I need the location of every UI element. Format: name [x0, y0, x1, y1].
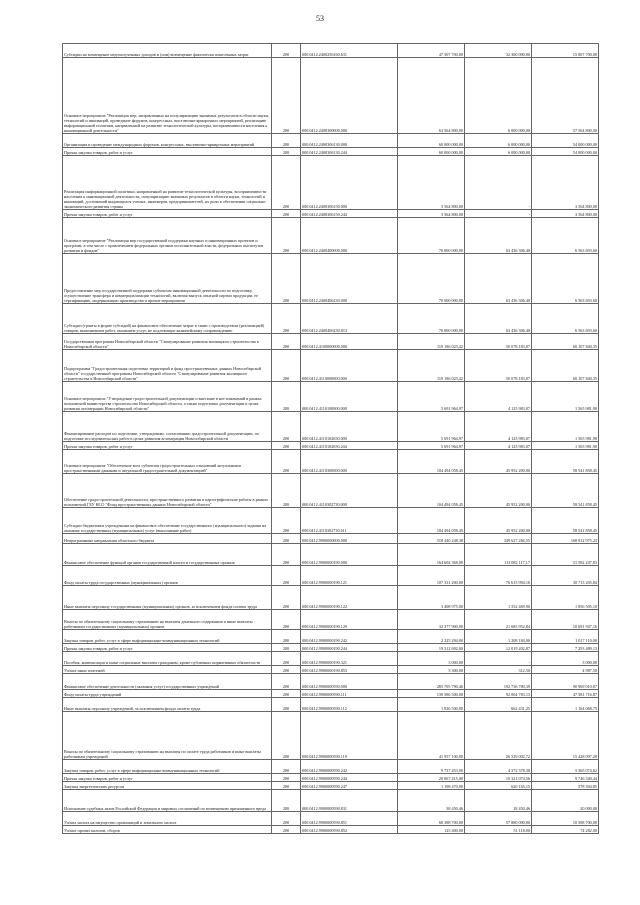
row-unexecuted-amount: 1 565 981,90 [532, 412, 599, 442]
row-line-code: 200 [272, 566, 301, 586]
row-budget-code: 000.0412.2400306130.000 [301, 134, 398, 148]
row-unexecuted-amount: 54 000 000,00 [532, 148, 599, 156]
row-name: Уплата налога на имущество организаций и земельного налога [63, 812, 272, 826]
row-name: Субсидии бюджетным учреждениям на финансовое обеспечение государственного (муниципального) задания на оказание государственных (муниципальных) услуг (выполнение работ) [63, 508, 272, 534]
table-row [63, 826, 599, 834]
row-budget-code: 000.0412.4110300000.000 [301, 450, 398, 474]
row-unexecuted-amount: 1 565 981,90 [532, 442, 599, 450]
row-line-code: 200 [272, 644, 301, 652]
row-name: Обеспечение градостроительной деятельности, пространственного развития и картографические работы в рамках полномочий ГБУ НСО "Фонд пространственных данных Новосибирской области" [63, 474, 272, 508]
row-line-code: 200 [272, 782, 301, 790]
row-unexecuted-amount: 60 107 840,35 [532, 350, 599, 382]
row-name: Уплата иных платежей [63, 666, 272, 674]
row-unexecuted-amount: 54 000 000,00 [532, 134, 599, 148]
row-line-code: 200 [272, 812, 301, 826]
row-approved-amount: 41 957 100,00 [398, 712, 465, 760]
row-approved-amount: 5 691 964,97 [398, 412, 465, 442]
row-unexecuted-amount: 7 293 489,13 [532, 644, 599, 652]
row-budget-code: 000.0412.9900000590.244 [301, 774, 398, 782]
row-approved-amount: 47 307 700,00 [398, 44, 465, 58]
row-approved-amount: 5 691 964,97 [398, 382, 465, 412]
row-executed-amount: 6 000 000,00 [465, 148, 532, 156]
row-line-code: 200 [272, 350, 301, 382]
row-approved-amount: 107 331 200,00 [398, 566, 465, 586]
row-executed-amount: 349 627 266,55 [465, 534, 532, 544]
row-approved-amount: 104 494 058,45 [398, 474, 465, 508]
row-budget-code: 000.0412.4110302730.000 [301, 474, 398, 508]
row-name: Иные выплаты персоналу государственных (муниципальных) органов, за исключением фонда оплаты труда [63, 586, 272, 610]
row-line-code: 200 [272, 254, 301, 304]
row-name: Финансовое обеспечение деятельности (оказания услуг) государственных учреждений [63, 674, 272, 690]
table-row [63, 812, 599, 826]
row-budget-code: 000.0412.4110100000.000 [301, 382, 398, 412]
table-row [63, 412, 599, 442]
row-executed-amount: 1 552 469,90 [465, 586, 532, 610]
row-executed-amount: 113 082 117,17 [465, 544, 532, 566]
row-unexecuted-amount: 15 428 097,28 [532, 712, 599, 760]
row-budget-code: 000.0412.4110000000.000 [301, 350, 398, 382]
table-row [63, 760, 599, 774]
row-name: Основное мероприятие "Реализация мер, направленных на популяризацию значимых результатов в области науки, технологий и инноваций, проведение форумов, конгрессных, выставочно-ярмарочных мероприятий, реализацию информационной политики, направленной на развитие технологической культуры, восприимчивости населения к инновационной деятельности" [63, 58, 272, 134]
row-budget-code: 000.0412.9900000590.119 [301, 712, 398, 760]
row-name: Государственная программа Новосибирской области "Стимулирование развития жилищного строительства в Новосибирской области" [63, 334, 272, 350]
row-name: Прочая закупка товаров, работ и услуг [63, 442, 272, 450]
table-row [63, 666, 599, 674]
row-approved-amount: 19 312 692,00 [398, 644, 465, 652]
table-row [63, 58, 599, 134]
row-unexecuted-amount: 90 969 010,07 [532, 674, 599, 690]
row-budget-code: 000.0412.9900000000.000 [301, 534, 398, 544]
row-budget-code: 000.0412.9900000190.321 [301, 652, 398, 666]
row-approved-amount: 60 000 000,00 [398, 134, 465, 148]
row-budget-code: 000.0412.9900000590.000 [301, 674, 398, 690]
row-executed-amount: 63 436 306,40 [465, 304, 532, 334]
row-executed-amount: 1 208 184,00 [465, 630, 532, 644]
row-approved-amount: 70 000 000,00 [398, 304, 465, 334]
row-name: Субсидии (гранты в форме субсидий) на финансовое обеспечение затрат в связи с производством (реализацией) товаров, выполнением работ, оказанием услуг, не подлежащие казначейскому сопровождению [63, 304, 272, 334]
row-unexecuted-amount: 30 715 205,84 [532, 566, 599, 586]
page-number: 53 [316, 14, 324, 23]
row-budget-code: 000.0412.2400300000.000 [301, 58, 398, 134]
row-executed-amount: 45 952 200,00 [465, 508, 532, 534]
row-name: Основное мероприятие "Утверждение градостроительной документации и внесение в нее изменений в рамках полномочий министерства строительства Новосибирской области, а также подготовка документации в целях развития агломерации Новосибирской области" [63, 382, 272, 412]
row-executed-amount: 312,50 [465, 666, 532, 674]
row-unexecuted-amount: 1 164 068,75 [532, 698, 599, 712]
row-executed-amount: - [465, 652, 532, 666]
table-row [63, 148, 599, 156]
row-executed-amount: 45 952 200,00 [465, 450, 532, 474]
row-unexecuted-amount: 168 812 975,23 [532, 534, 599, 544]
row-approved-amount: 2 225 294,00 [398, 630, 465, 644]
row-line-code: 200 [272, 652, 301, 666]
row-line-code: 200 [272, 790, 301, 812]
row-budget-code: 000.0412.2400406230.000 [301, 254, 398, 304]
row-name: Непрограммные направления областного бюджета [63, 534, 272, 544]
table-row [63, 508, 599, 534]
table-row [63, 644, 599, 652]
row-name: Уплата прочих налогов, сборов [63, 826, 272, 834]
table-row [63, 712, 599, 760]
row-name: Прочая закупка товаров, работ и услуг [63, 210, 272, 218]
row-line-code: 200 [272, 210, 301, 218]
row-name: Прочая закупка товаров, работ и услуг [63, 148, 272, 156]
row-name: Субсидии на возмещение недополученных доходов и (или) возмещение фактически понесенных затрат [63, 44, 272, 58]
row-budget-code: 000.0412.9900000190.242 [301, 630, 398, 644]
row-budget-code: 000.0412.4110302730.611 [301, 508, 398, 534]
row-unexecuted-amount: 3 564 800,00 [532, 156, 599, 210]
row-line-code: 200 [272, 442, 301, 450]
row-executed-amount: 50 078 183,07 [465, 334, 532, 350]
row-budget-code: 000.0412.9900000190.122 [301, 586, 398, 610]
table-row [63, 156, 599, 210]
row-budget-code: 000.0412.9900000590.852 [301, 826, 398, 834]
row-executed-amount: 92 004 783,13 [465, 690, 532, 698]
row-unexecuted-amount: 1 856 505,10 [532, 586, 599, 610]
row-approved-amount: 518 440 248,38 [398, 534, 465, 544]
row-executed-amount: 50 078 183,07 [465, 350, 532, 382]
row-unexecuted-amount: 57 564 800,00 [532, 58, 599, 134]
row-unexecuted-amount: 15 007 700,00 [532, 44, 599, 58]
table-row [63, 586, 599, 610]
row-approved-amount: 20 067 415,00 [398, 774, 465, 782]
row-executed-amount: 6 000 000,00 [465, 58, 532, 134]
row-line-code: 200 [272, 610, 301, 630]
row-executed-amount: - [465, 156, 532, 210]
row-executed-amount: 192 736 780,39 [465, 674, 532, 690]
table-row [63, 44, 599, 58]
row-executed-amount: 10 321 074,56 [465, 774, 532, 782]
table-row [63, 774, 599, 782]
row-unexecuted-amount: 6 563 693,60 [532, 304, 599, 334]
table-row [63, 690, 599, 698]
row-name: Закупка товаров, работ, услуг в сфере информационно-коммуникационных технологий [63, 760, 272, 774]
row-unexecuted-amount: 3 000,00 [532, 652, 599, 666]
table-row [63, 790, 599, 812]
row-line-code: 200 [272, 698, 301, 712]
row-approved-amount: 1 198 470,00 [398, 782, 465, 790]
table-row [63, 134, 599, 148]
row-budget-code: 000.0412.9900000590.112 [301, 698, 398, 712]
row-approved-amount: 139 586 500,00 [398, 690, 465, 698]
table-row [63, 698, 599, 712]
row-unexecuted-amount: 60 107 840,35 [532, 334, 599, 350]
row-approved-amount: 125 400,00 [398, 826, 465, 834]
row-name: Взносы по обязательному социальному страхованию на выплаты по оплате труда работников и иные выплаты работникам учреждений [63, 712, 272, 760]
row-line-code: 200 [272, 544, 301, 566]
row-budget-code: 000.0412.9900000590.111 [301, 690, 398, 698]
row-unexecuted-amount: 578 304,85 [532, 782, 599, 790]
row-name: Прочая закупка товаров, работ и услуг [63, 774, 272, 782]
row-unexecuted-amount: 6 563 693,60 [532, 254, 599, 304]
row-line-code: 200 [272, 412, 301, 442]
row-budget-code: 000.0412.2400400000.000 [301, 218, 398, 254]
table-row [63, 304, 599, 334]
row-name: Иные выплаты персоналу учреждений, за исключением фонда оплаты труда [63, 698, 272, 712]
row-budget-code: 000.0412.4110102650.000 [301, 412, 398, 442]
table-row [63, 630, 599, 644]
row-executed-amount: 4 125 983,07 [465, 382, 532, 412]
row-line-code: 200 [272, 148, 301, 156]
row-line-code: 200 [272, 474, 301, 508]
row-budget-code: 000.0412.9900000590.242 [301, 760, 398, 774]
row-budget-code: 000.0412.9900000590.247 [301, 782, 398, 790]
row-budget-code: 000.0412.2400406230.813 [301, 304, 398, 334]
table-row [63, 474, 599, 508]
row-unexecuted-amount: 3 564 800,00 [532, 210, 599, 218]
row-unexecuted-amount: 58 541 858,45 [532, 508, 599, 534]
row-budget-code: 000.0412.2400306150.000 [301, 156, 398, 210]
row-executed-amount: 26 529 002,72 [465, 712, 532, 760]
row-name: Закупка товаров, работ, услуг в сфере информационно-коммуникационных технологий [63, 630, 272, 644]
row-name: Исполнение судебных актов Российской Федерации и мировых соглашений по возмещению причиненного вреда [63, 790, 272, 812]
row-name: Пособия, компенсации и иные социальные выплаты гражданам, кроме публичных нормативных обязательств [63, 652, 272, 666]
row-line-code: 200 [272, 44, 301, 58]
row-name: Реализация информационной политики, направленной на развитие технологической культуры, восприимчивости населения к инновационной деятельности, популяризацию значимых результатов в области науки, технологий и инноваций, достижений выдающихся ученых, инженеров, предпринимателей, их роли в обеспечении социально-экономического развития страны [63, 156, 272, 210]
row-line-code: 200 [272, 690, 301, 698]
row-line-code: 200 [272, 334, 301, 350]
row-unexecuted-amount: 1 565 981,90 [532, 382, 599, 412]
table-row [63, 610, 599, 630]
row-line-code: 200 [272, 666, 301, 674]
row-unexecuted-amount: 20 000,00 [532, 790, 599, 812]
row-unexecuted-amount: 10 691 947,16 [532, 610, 599, 630]
row-line-code: 200 [272, 218, 301, 254]
row-executed-amount: - [465, 210, 532, 218]
row-budget-code: 000.0412.2400256160.631 [301, 44, 398, 58]
row-name: Основное мероприятие "Обеспечение всех субъектов градостроительных отношений актуальными пространственными данными и актуальной градостроительной документацией" [63, 450, 272, 474]
row-line-code: 200 [272, 630, 301, 644]
row-name: Прочая закупка товаров, работ и услуг [63, 644, 272, 652]
row-name: Взносы по обязательному социальному страхованию на выплаты денежного содержания и иные выплаты работникам государственных (муниципальных) органов [63, 610, 272, 630]
row-approved-amount: 63 564 800,00 [398, 58, 465, 134]
table-row [63, 350, 599, 382]
row-approved-amount: 283 705 790,46 [398, 674, 465, 690]
row-executed-amount: 620 165,15 [465, 782, 532, 790]
row-approved-amount: 3 564 800,00 [398, 156, 465, 210]
row-approved-amount: 3 000,00 [398, 652, 465, 666]
row-approved-amount: 68 388 700,00 [398, 812, 465, 826]
row-approved-amount: 104 494 058,45 [398, 450, 465, 474]
table-row [63, 382, 599, 412]
row-line-code: 200 [272, 134, 301, 148]
row-approved-amount: 104 494 058,45 [398, 508, 465, 534]
row-approved-amount: 3 408 975,00 [398, 586, 465, 610]
row-line-code: 200 [272, 674, 301, 690]
table-row [63, 254, 599, 304]
row-name: Предоставление мер государственной поддержки субъектам инновационной деятельности по подготовку, осуществление трансфера и коммерциализации технологий, включая выпуск опытной партии продукции, ее сертификацию, модернизацию производства и прочие мероприятия [63, 254, 272, 304]
row-executed-amount: 63 436 306,40 [465, 254, 532, 304]
row-name: Фонд оплаты труда учреждений [63, 690, 272, 698]
row-executed-amount: 57 880 000,00 [465, 812, 532, 826]
row-line-code: 200 [272, 712, 301, 760]
row-approved-amount: 70 000 000,00 [398, 218, 465, 254]
row-line-code: 200 [272, 760, 301, 774]
row-unexecuted-amount: 47 581 716,87 [532, 690, 599, 698]
row-budget-code: 000.0412.2400306130.244 [301, 148, 398, 156]
row-unexecuted-amount: 58 541 858,45 [532, 450, 599, 474]
row-executed-amount: 32 300 000,00 [465, 44, 532, 58]
row-unexecuted-amount: 5 365 074,62 [532, 760, 599, 774]
row-budget-code: 000.0412.9900000590.831 [301, 790, 398, 812]
row-executed-amount: 12 019 202,87 [465, 644, 532, 652]
row-executed-amount: 51 118,00 [465, 826, 532, 834]
row-name: Организация и проведение международных форумов, конгрессных, выставочно-ярмарочных мероприятий [63, 134, 272, 148]
row-budget-code: 000.0412.2400306150.244 [301, 210, 398, 218]
row-line-code: 200 [272, 382, 301, 412]
row-name: Подпрограмма "Градостроительная подготовка территорий и фонд пространственных данных Новосибирской области" государственной программы Новосибирской области "Стимулирование развития жилищного строительства в Новосибирской области" [63, 350, 272, 382]
table-row [63, 782, 599, 790]
table-row [63, 674, 599, 690]
table-row [63, 334, 599, 350]
row-name: Финансовое обеспечение функций органов государственной власти и государственных органов [63, 544, 272, 566]
row-unexecuted-amount: 6 563 693,60 [532, 218, 599, 254]
row-name: Фонд оплаты труда государственных (муниципальных) органов [63, 566, 272, 586]
row-line-code: 200 [272, 508, 301, 534]
row-approved-amount: 5 300,00 [398, 666, 465, 674]
row-budget-code: 000.0412.9900000590.851 [301, 812, 398, 826]
row-approved-amount: 110 186 023,42 [398, 350, 465, 382]
row-approved-amount: 60 000 000,00 [398, 148, 465, 156]
row-executed-amount: 18 450,46 [465, 790, 532, 812]
row-budget-code: 000.0412.9900000190.121 [301, 566, 398, 586]
table-row [63, 218, 599, 254]
row-line-code: 200 [272, 450, 301, 474]
row-budget-code: 000.0412.9900000190.000 [301, 544, 398, 566]
row-unexecuted-amount: 9 746 340,44 [532, 774, 599, 782]
row-budget-code: 000.0412.9900000190.853 [301, 666, 398, 674]
row-unexecuted-amount: 51 582 247,83 [532, 544, 599, 566]
row-line-code: 200 [272, 156, 301, 210]
row-executed-amount: 63 436 306,40 [465, 218, 532, 254]
row-approved-amount: 70 000 000,00 [398, 254, 465, 304]
row-unexecuted-amount: 1 017 110,00 [532, 630, 599, 644]
row-budget-code: 000.0412.4110102650.244 [301, 442, 398, 450]
table-row [63, 652, 599, 666]
row-name: Финансирование расходов по подготовке, утверждению, согласованию градостроительной документации, по подготовке исследовательских работ в целях развития агломерации Новосибирской области [63, 412, 272, 442]
row-executed-amount: 76 615 994,16 [465, 566, 532, 586]
row-line-code: 200 [272, 58, 301, 134]
row-budget-code: 000.0412.9900000190.244 [301, 644, 398, 652]
budget-execution-table [62, 43, 599, 834]
row-line-code: 200 [272, 304, 301, 334]
row-unexecuted-amount: 74 282,00 [532, 826, 599, 834]
table-row [63, 534, 599, 544]
row-line-code: 200 [272, 774, 301, 782]
row-executed-amount: 4 372 378,38 [465, 760, 532, 774]
row-line-code: 200 [272, 586, 301, 610]
row-approved-amount: 110 186 023,42 [398, 334, 465, 350]
table-row [63, 450, 599, 474]
row-budget-code: 000.0412.9900000190.129 [301, 610, 398, 630]
row-line-code: 200 [272, 534, 301, 544]
row-line-code: 200 [272, 826, 301, 834]
row-executed-amount: 45 952 200,00 [465, 474, 532, 508]
row-executed-amount: 21 685 952,84 [465, 610, 532, 630]
row-executed-amount: 6 000 000,00 [465, 134, 532, 148]
row-approved-amount: 164 604 368,00 [398, 544, 465, 566]
table-row [63, 210, 599, 218]
row-name: Основное мероприятие "Реализация мер государственной поддержки научных и инновационных проектов и программ, в том числе с привлечением федеральных органов исполнительной власти, федеральных институтов развития и фондов" [63, 218, 272, 254]
row-unexecuted-amount: 4 987,50 [532, 666, 599, 674]
row-approved-amount: 5 691 964,97 [398, 442, 465, 450]
table-row [63, 566, 599, 586]
row-executed-amount: 662 431,25 [465, 698, 532, 712]
row-unexecuted-amount: 58 541 858,45 [532, 474, 599, 508]
table-row [63, 442, 599, 450]
row-approved-amount: 38 450,46 [398, 790, 465, 812]
row-executed-amount: 4 125 983,07 [465, 442, 532, 450]
row-approved-amount: 9 737 453,00 [398, 760, 465, 774]
row-approved-amount: 32 377 900,00 [398, 610, 465, 630]
table-row [63, 544, 599, 566]
row-unexecuted-amount: 10 508 700,00 [532, 812, 599, 826]
row-budget-code: 000.0412.4100000000.000 [301, 334, 398, 350]
row-approved-amount: 3 564 800,00 [398, 210, 465, 218]
row-executed-amount: 4 125 983,07 [465, 412, 532, 442]
row-approved-amount: 1 826 500,00 [398, 698, 465, 712]
row-name: Закупка энергетических ресурсов [63, 782, 272, 790]
